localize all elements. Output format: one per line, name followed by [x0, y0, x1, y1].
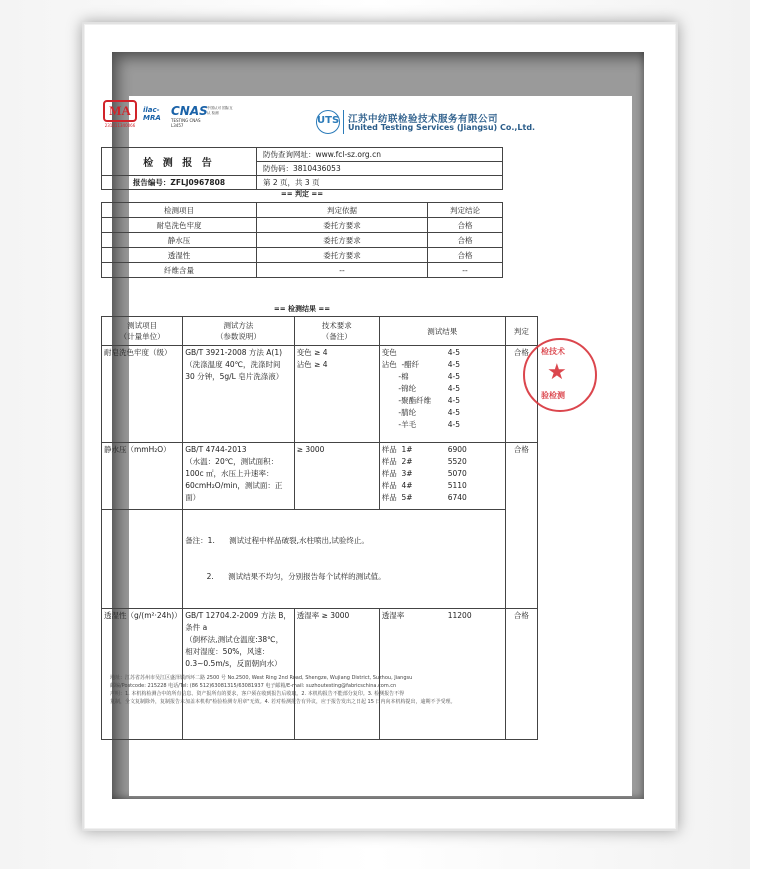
col-label: 测试结果: [427, 326, 458, 336]
result-label: 透湿率: [381, 611, 405, 620]
report-page: [104, 96, 632, 796]
ma-letters: MA: [103, 100, 137, 122]
result-value: 11200: [447, 611, 472, 620]
col-label: 判定: [513, 326, 529, 336]
result-line: [382, 419, 503, 431]
col-label: 技术要求: [321, 321, 352, 330]
cnas-letters: CNAS: [171, 104, 208, 118]
accreditation-logos: [103, 100, 231, 136]
ilac-logo: ilac-MRA: [143, 106, 161, 122]
judgement-section-title: == 判定 ==: [280, 190, 324, 198]
row3-req: 透湿率 ≥ 3000: [294, 609, 379, 740]
frame-mat: [104, 52, 644, 799]
row2-method: [183, 443, 295, 510]
note-line: 2. 测试结果不均匀，分别报告每个试样的测试值。: [185, 572, 386, 581]
photo-frame: [82, 22, 678, 831]
note-line: 备注：1. 测试过程中样品破裂,水柱喷出,试验终止。: [185, 536, 369, 545]
res-col-method: [183, 317, 295, 346]
result-value: 4-5: [447, 384, 460, 393]
judge-cell: 耐皂洗色牢度: [102, 218, 257, 233]
judge-cell: 委托方要求: [257, 218, 428, 233]
result-label: -棉: [381, 372, 409, 381]
verify-url: 防伪查询网址：www.fcl-sz.org.cn: [257, 148, 503, 162]
result-value: 4-5: [447, 372, 460, 381]
col-label: 测试方法: [223, 321, 254, 330]
result-line: [382, 480, 503, 492]
result-line: [382, 468, 503, 480]
footer-address: 地址：江苏省苏州市吴江区盛泽镇西环二路 2500 号 No.2500, West Ring 2nd Road, Shengze, Wujiang District, Suzhou, Jiangsu: [110, 675, 413, 681]
divider: [343, 110, 344, 134]
row1-item: 耐皂洗色牢度（级）: [102, 346, 183, 443]
judge-cell: 透湿性: [102, 248, 257, 263]
result-value: 4-5: [447, 420, 460, 429]
judge-cell: 合格: [428, 218, 503, 233]
result-value: 5520: [447, 457, 467, 466]
result-label: 样品 1#: [381, 445, 413, 454]
judge-cell: --: [428, 263, 503, 278]
cnas-sub: TESTING CNAS L3457: [171, 118, 201, 128]
company-name-cn: 江苏中纺联检验技术服务有限公司: [348, 114, 499, 125]
result-value: 4-5: [447, 396, 460, 405]
col-label: 测试项目: [127, 321, 158, 330]
row1-verdict: 合格: [505, 346, 537, 443]
star-icon: ★: [547, 360, 567, 385]
result-label: 样品 2#: [381, 457, 413, 466]
method-line: （倒杯法,测试仓温度:38℃，: [185, 635, 284, 644]
judge-cell: 合格: [428, 233, 503, 248]
footer-statement: 复制，全文复制除外，复制报告未加盖本机构"检验检测专用章"无效。4. 若对检测报告有异议，应于报告发出之日起 15 日内向本机构提出，逾期不予受理。: [110, 699, 456, 705]
row3-item: 透湿性（g/(m²·24h)）: [102, 609, 183, 740]
method-line: GB/T 12704.2-2009 方法 B，: [185, 611, 291, 620]
judge-cell: 合格: [428, 248, 503, 263]
result-value: 4-5: [447, 348, 460, 357]
result-line: [382, 371, 503, 383]
col-sub: （计量单位）: [119, 332, 165, 341]
ma-number: 231011340066: [104, 123, 136, 128]
result-line: [382, 407, 503, 419]
result-line: [382, 492, 503, 504]
method-line: 相对湿度：50%，风速：: [185, 647, 270, 656]
method-line: 30 分钟，5g/L 皂片洗涤液）: [185, 372, 284, 381]
report-number: 报告编号：ZFLJ0967808: [102, 176, 257, 190]
method-line: GB/T 4744-2013: [185, 445, 247, 454]
method-line: 条件 a: [185, 623, 208, 632]
table-row: [102, 510, 538, 609]
result-value: 6740: [447, 493, 467, 502]
table-row: [102, 443, 538, 510]
result-label: -聚酯纤维: [381, 396, 432, 405]
seal-top-text: 检技术: [541, 347, 565, 356]
col-sub: （参数说明）: [215, 332, 261, 341]
table-row: [102, 263, 503, 278]
result-line: [382, 456, 503, 468]
judge-cell: 纤维含量: [102, 263, 257, 278]
judge-col-item: 检测项目: [102, 203, 257, 218]
req-line: 变色 ≥ 4: [296, 348, 328, 357]
method-line: （水温：20℃，测试面积：: [185, 457, 279, 466]
footer-statement: 声明：1. 本机构检测合中的所有信息、资产报所有的要求，客户须在收到报告后收取。2. 本机构报告不能部分复印。3. 检测报告不得: [110, 691, 405, 697]
verify-code: 防伪码：3810436053: [257, 162, 503, 176]
report-header-table: [101, 147, 503, 190]
result-label: 沾色 -醋纤: [381, 360, 420, 369]
method-line: 面）: [185, 493, 201, 502]
result-line: [382, 444, 503, 456]
req-line: 沾色 ≥ 4: [296, 360, 328, 369]
result-value: 5110: [447, 481, 467, 490]
cnas-cn-text: 中国认可 国际互认 检测: [207, 106, 233, 115]
result-line: [382, 610, 503, 622]
table-row: [102, 233, 503, 248]
table-row: [102, 346, 538, 443]
footer-contact: 邮编/Postcode: 215228 电话/Tel: (86 512)63081315/63081937 电子邮箱/E-mail: suzhoutesting@fabricschina.com.cn: [110, 683, 397, 689]
footer: [110, 674, 510, 706]
judge-cell: 静水压: [102, 233, 257, 248]
ma-logo: [103, 100, 137, 136]
result-line: [382, 383, 503, 395]
judge-cell: 委托方要求: [257, 233, 428, 248]
row2-verdict: 合格: [505, 443, 537, 609]
result-label: 变色: [381, 348, 397, 357]
company-logo-icon: UTS: [316, 110, 340, 134]
judge-cell: 委托方要求: [257, 248, 428, 263]
row1-method: [183, 346, 295, 443]
method-line: （洗涤温度 40℃，洗涤时间: [185, 360, 281, 369]
row1-results: [379, 346, 505, 443]
result-label: -腈纶: [381, 408, 417, 417]
method-line: GB/T 3921-2008 方法 A(1): [185, 348, 283, 357]
result-line: [382, 359, 503, 371]
row2-notes: [183, 510, 506, 609]
judgement-table: [101, 202, 503, 278]
results-section-title: == 检测结果 ==: [273, 305, 331, 313]
res-col-verdict: [505, 317, 537, 346]
method-line: 100c ㎡，水压上升速率：: [185, 469, 274, 478]
result-line: [382, 395, 503, 407]
res-col-item: [102, 317, 183, 346]
row2-item: 静水压（mmH₂O）: [102, 443, 183, 510]
row1-req: [294, 346, 379, 443]
table-row: [102, 248, 503, 263]
method-line: 60cmH₂O/min，测试面：正: [185, 481, 283, 490]
result-value: 5070: [447, 469, 467, 478]
result-label: 样品 3#: [381, 469, 413, 478]
judge-cell: --: [257, 263, 428, 278]
page-info: 第 2 页，共 3 页: [257, 176, 503, 190]
result-value: 4-5: [447, 408, 460, 417]
row3-verdict: 合格: [505, 609, 537, 740]
judge-col-basis: 判定依据: [257, 203, 428, 218]
res-col-req: [294, 317, 379, 346]
result-value: 6900: [447, 445, 467, 454]
judge-col-result: 判定结论: [428, 203, 503, 218]
seal-bottom-text: 验检测: [541, 391, 565, 400]
company-name-en: United Testing Services (Jiangsu) Co.,Ltd.: [348, 123, 536, 132]
result-label: -锦纶: [381, 384, 417, 393]
col-sub: （备注）: [321, 332, 352, 341]
result-label: -羊毛: [381, 420, 417, 429]
result-value: 4-5: [447, 360, 460, 369]
result-label: 样品 5#: [381, 493, 413, 502]
table-row: [102, 218, 503, 233]
inspection-seal: [523, 338, 597, 412]
method-line: 0.3~0.5m/s，反面朝向水）: [185, 659, 282, 668]
cnas-logo: [171, 104, 208, 128]
result-line: [382, 347, 503, 359]
row2-results: [379, 443, 505, 510]
res-col-result: [379, 317, 505, 346]
report-title: 检 测 报 告: [102, 148, 257, 176]
notes-blank: [102, 510, 183, 609]
result-label: 样品 4#: [381, 481, 413, 490]
row2-req: ≥ 3000: [294, 443, 379, 510]
company-header: [316, 110, 536, 140]
